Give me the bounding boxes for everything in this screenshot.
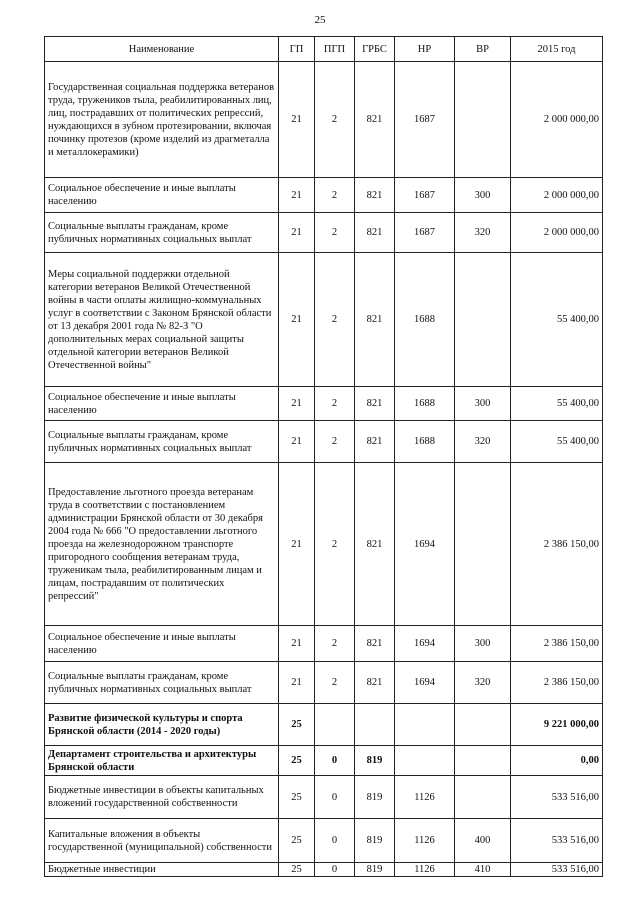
row-np: 1694: [395, 626, 455, 662]
row-gp: 21: [279, 213, 315, 253]
table-row: [45, 463, 603, 626]
row-np: [395, 746, 455, 776]
table-row: [45, 626, 603, 662]
row-np: 1687: [395, 213, 455, 253]
row-grbs: [355, 704, 395, 746]
table-header-row: [45, 37, 603, 62]
header-np: НР: [395, 37, 455, 62]
row-ppgp: 2: [315, 387, 355, 421]
row-amount: 2 000 000,00: [511, 213, 603, 253]
row-ppgp: 2: [315, 178, 355, 213]
row-vr: 410: [455, 863, 511, 877]
row-vr: [455, 253, 511, 387]
row-name: Социальные выплаты гражданам, кроме публичных нормативных социальных выплат: [45, 421, 279, 463]
row-np: 1687: [395, 62, 455, 178]
row-gp: 21: [279, 626, 315, 662]
row-amount: 0,00: [511, 746, 603, 776]
row-grbs: 821: [355, 387, 395, 421]
row-np: 1694: [395, 463, 455, 626]
row-np: 1126: [395, 819, 455, 863]
table-row: [45, 253, 603, 387]
row-name: Капитальные вложения в объекты государственной (муниципальной) собственности: [45, 819, 279, 863]
row-ppgp: 2: [315, 626, 355, 662]
row-gp: 21: [279, 421, 315, 463]
row-grbs: 819: [355, 776, 395, 819]
table-row: [45, 863, 603, 877]
row-amount: 9 221 000,00: [511, 704, 603, 746]
row-amount: 55 400,00: [511, 387, 603, 421]
row-np: 1687: [395, 178, 455, 213]
row-np: 1688: [395, 387, 455, 421]
row-gp: 25: [279, 776, 315, 819]
row-gp: 21: [279, 463, 315, 626]
page-number: 25: [314, 14, 326, 26]
row-np: 1688: [395, 253, 455, 387]
row-np: 1126: [395, 776, 455, 819]
row-ppgp: 0: [315, 776, 355, 819]
row-ppgp: 0: [315, 863, 355, 877]
row-vr: [455, 704, 511, 746]
row-amount: 2 386 150,00: [511, 662, 603, 704]
row-ppgp: 2: [315, 463, 355, 626]
row-grbs: 821: [355, 421, 395, 463]
row-gp: 25: [279, 863, 315, 877]
row-np: [395, 704, 455, 746]
row-grbs: 821: [355, 253, 395, 387]
table-row: [45, 662, 603, 704]
row-vr: 300: [455, 178, 511, 213]
table-row: [45, 704, 603, 746]
row-ppgp: 0: [315, 746, 355, 776]
row-grbs: 821: [355, 463, 395, 626]
row-name: Социальные выплаты гражданам, кроме публичных нормативных социальных выплат: [45, 213, 279, 253]
row-vr: [455, 746, 511, 776]
row-name: Государственная социальная поддержка ветеранов труда, тружеников тыла, реабилитированных лиц, лиц, пострадавших от политических репрессий, нуждающихся в зубном протезировании, включая починку протезов (кроме изделий из драгметалла и металлокерамики): [45, 62, 279, 178]
row-grbs: 821: [355, 213, 395, 253]
row-vr: 300: [455, 387, 511, 421]
row-ppgp: 2: [315, 662, 355, 704]
row-vr: [455, 776, 511, 819]
row-amount: 55 400,00: [511, 421, 603, 463]
row-grbs: 821: [355, 626, 395, 662]
table-row: [45, 776, 603, 819]
row-vr: 320: [455, 662, 511, 704]
header-year: 2015 год: [511, 37, 603, 62]
row-amount: 2 386 150,00: [511, 463, 603, 626]
table-row: [45, 819, 603, 863]
table-row: [45, 62, 603, 178]
row-vr: 300: [455, 626, 511, 662]
row-grbs: 821: [355, 662, 395, 704]
row-name: Бюджетные инвестиции: [45, 863, 279, 877]
header-gp: ГП: [279, 37, 315, 62]
row-name: Социальное обеспечение и иные выплаты населению: [45, 626, 279, 662]
row-amount: 2 000 000,00: [511, 62, 603, 178]
row-gp: 21: [279, 387, 315, 421]
row-gp: 25: [279, 704, 315, 746]
row-vr: [455, 463, 511, 626]
row-ppgp: 2: [315, 62, 355, 178]
table-row: [45, 178, 603, 213]
table-row: [45, 213, 603, 253]
row-ppgp: [315, 704, 355, 746]
row-name: Социальные выплаты гражданам, кроме публичных нормативных социальных выплат: [45, 662, 279, 704]
row-vr: 400: [455, 819, 511, 863]
row-grbs: 819: [355, 819, 395, 863]
row-grbs: 821: [355, 178, 395, 213]
row-grbs: 819: [355, 863, 395, 877]
row-gp: 21: [279, 62, 315, 178]
row-amount: 55 400,00: [511, 253, 603, 387]
row-amount: 533 516,00: [511, 819, 603, 863]
header-ppgp: ПГП: [315, 37, 355, 62]
row-amount: 2 000 000,00: [511, 178, 603, 213]
row-ppgp: 0: [315, 819, 355, 863]
header-name: Наименование: [45, 37, 279, 62]
row-name: Бюджетные инвестиции в объекты капитальных вложений государственной собственности: [45, 776, 279, 819]
row-amount: 533 516,00: [511, 776, 603, 819]
row-name: Социальное обеспечение и иные выплаты населению: [45, 178, 279, 213]
table-row: [45, 387, 603, 421]
row-vr: 320: [455, 421, 511, 463]
row-ppgp: 2: [315, 421, 355, 463]
row-np: 1126: [395, 863, 455, 877]
row-grbs: 821: [355, 62, 395, 178]
row-vr: 320: [455, 213, 511, 253]
row-name: Предоставление льготного проезда ветеранам труда в соответствии с постановлением администрации Брянской области от 30 декабря 2004 года № 666 "О предоставлении льготного проезда на железнодорожном транспорте пригородного сообщения ветеранам труда, труженикам тыла, реабилитированным лицам и лицам, пострадавшим от политических репрессий": [45, 463, 279, 626]
row-name: Меры социальной поддержки отдельной категории ветеранов Великой Отечественной войны в части оплаты жилищно-коммунальных услуг в соответствии с Законом Брянской области от 13 декабря 2001 года № 82-З "О дополнительных мерах социальной защиты отдельной категории ветеранов Великой Отечественной войны": [45, 253, 279, 387]
budget-table: [44, 36, 603, 877]
row-np: 1688: [395, 421, 455, 463]
row-name: Социальное обеспечение и иные выплаты населению: [45, 387, 279, 421]
table-row: [45, 746, 603, 776]
header-grbs: ГРБС: [355, 37, 395, 62]
table-row: [45, 421, 603, 463]
row-gp: 25: [279, 819, 315, 863]
header-vr: ВР: [455, 37, 511, 62]
row-np: 1694: [395, 662, 455, 704]
row-gp: 21: [279, 178, 315, 213]
row-ppgp: 2: [315, 213, 355, 253]
row-gp: 21: [279, 253, 315, 387]
row-ppgp: 2: [315, 253, 355, 387]
row-name: Развитие физической культуры и спорта Брянской области (2014 - 2020 годы): [45, 704, 279, 746]
row-gp: 21: [279, 662, 315, 704]
row-gp: 25: [279, 746, 315, 776]
row-vr: [455, 62, 511, 178]
row-grbs: 819: [355, 746, 395, 776]
row-amount: 2 386 150,00: [511, 626, 603, 662]
row-name: Департамент строительства и архитектуры Брянской области: [45, 746, 279, 776]
row-amount: 533 516,00: [511, 863, 603, 877]
